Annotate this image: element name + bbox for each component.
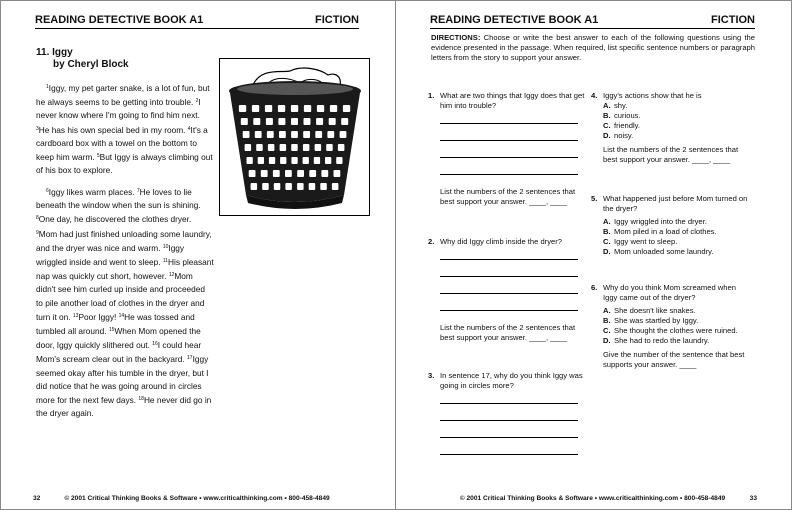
copyright: © 2001 Critical Thinking Books & Software • www.criticalthinking.com • 800-458-4849	[64, 495, 330, 502]
copyright: © 2001 Critical Thinking Books & Software • www.criticalthinking.com • 800-458-4849	[459, 495, 726, 502]
sentence-text: I could hear Mom's scream clear out in the backyard.	[36, 340, 202, 365]
sentence-number: 3	[36, 125, 39, 132]
sentence-text: Poor Iggy!	[78, 311, 119, 322]
answer-line[interactable]	[440, 293, 578, 294]
option-d[interactable]: D. noisy.	[603, 131, 634, 140]
answer-line[interactable]	[440, 140, 578, 141]
answer-line[interactable]	[440, 310, 578, 311]
question-4	[591, 91, 751, 165]
option-c[interactable]: C. Iggy went to sleep.	[603, 237, 678, 246]
sentence-number: 13	[72, 312, 79, 319]
sentence-number: 18	[138, 396, 144, 403]
sentence-number: 12	[168, 272, 175, 279]
support-prompt: List the numbers of the 2 sentences that best support your answer. ____, ____	[603, 145, 739, 164]
question-text: Why do you think Mom screamed when Iggy came out of the dryer?	[603, 283, 736, 302]
paragraph-text	[36, 81, 214, 177]
story-title	[36, 47, 129, 71]
sentence-text: I never know where I'm going to find him next.	[36, 97, 201, 121]
answer-line[interactable]	[440, 259, 578, 260]
answer-line[interactable]	[440, 276, 578, 277]
story-number-title: 11. Iggy	[36, 47, 73, 58]
story-paragraph-1	[36, 81, 214, 183]
directions-text: Choose or write the best answer to each of the following questions using the evidence presented in the passage. When required, list specific sentence numbers or paragraph letters from the story to support your answer.	[431, 33, 755, 62]
sentence-number: 7	[136, 188, 140, 194]
book-title: READING DETECTIVE BOOK A1	[430, 14, 599, 26]
question-number: 3.	[428, 371, 435, 380]
option-c[interactable]: C. friendly.	[603, 121, 641, 130]
sentence-text: One day, he discovered the clothes dryer.	[38, 214, 192, 225]
laundry-basket-illustration	[219, 58, 370, 216]
sentence-text: He loves to lie beneath the window when the sun is shining.	[36, 187, 201, 211]
right-page	[396, 0, 792, 510]
sentence-number: 15	[108, 327, 115, 334]
sentence-number: 5	[96, 153, 100, 160]
question-number: 4.	[591, 91, 598, 100]
question-3	[428, 371, 588, 455]
question-text: Iggy's actions show that he is	[603, 91, 702, 100]
question-text: What happened just before Mom turned on the dryer?	[603, 194, 748, 213]
paragraph-text	[36, 185, 214, 420]
option-c[interactable]: C. She thought the clothes were ruined.	[603, 326, 738, 335]
sentence-number: 11	[162, 258, 169, 265]
sentence-text: Mom didn't see him curled up inside and proceeded to pile another load of clothes in the dryer and turn it on.	[36, 271, 206, 322]
option-d[interactable]: D. She had to redo the laundry.	[603, 336, 710, 345]
laundry-basket-icon	[220, 59, 369, 215]
sentence-text: Iggy wriggled inside and went to sleep.	[36, 242, 185, 268]
sentence-text: It's a cardboard box with a towel on the bottom to keep him warm.	[36, 124, 208, 163]
question-text: Why did Iggy climb inside the dryer?	[440, 237, 562, 246]
page-number: 32	[33, 495, 41, 502]
sentence-number: 16	[152, 341, 158, 348]
question-text: What are two things that Iggy does that get him into trouble?	[440, 91, 585, 110]
story-byline: by Cheryl Block	[53, 59, 129, 70]
question-number: 2.	[428, 237, 435, 246]
story-paragraph-2	[36, 185, 214, 426]
support-prompt: List the numbers of the 2 sentences that best support your answer. ____, ____	[440, 323, 576, 342]
option-b[interactable]: B. Mom piled in a load of clothes.	[603, 227, 717, 236]
support-prompt: List the numbers of the 2 sentences that best support your answer. ____, ____	[440, 187, 576, 206]
question-6	[591, 283, 751, 370]
answer-line[interactable]	[440, 454, 578, 455]
sentence-text: His pleasant nap was quickly cut short, however.	[36, 257, 214, 282]
sentence-number: 1	[46, 84, 49, 90]
directions	[431, 33, 755, 63]
sentence-text: But Iggy is always climbing out of his box to explore.	[36, 152, 213, 176]
question-5	[591, 194, 751, 257]
sentence-text: Iggy seemed okay after his tumble in the dryer, but I did notice that he was going around in circles more for the next few days.	[36, 354, 209, 406]
left-page	[0, 0, 396, 510]
sentence-number: 10	[162, 243, 169, 250]
page-number: 33	[749, 495, 757, 502]
answer-line[interactable]	[440, 157, 578, 158]
sentence-text: Iggy likes warm places.	[48, 187, 137, 197]
question-1	[428, 91, 588, 207]
answer-line[interactable]	[440, 403, 578, 404]
question-text: In sentence 17, why do you think Iggy was going in circles more?	[440, 371, 583, 390]
option-a[interactable]: A. Iggy wriggled into the dryer.	[603, 217, 707, 226]
sentence-number: 17	[187, 355, 193, 362]
option-a[interactable]: A. shy.	[603, 101, 628, 110]
sentence-text: Mom had just finished unloading some laundry, and the dryer was nice and warm.	[36, 228, 212, 253]
section-label: FICTION	[315, 14, 359, 26]
sentence-number: 8	[36, 215, 39, 222]
option-b[interactable]: B. She was startled by Iggy.	[603, 316, 699, 325]
page-header	[430, 14, 755, 29]
answer-line[interactable]	[440, 123, 578, 124]
sentence-number: 2	[195, 98, 199, 105]
option-b[interactable]: B. curious.	[603, 111, 641, 120]
question-number: 6.	[591, 283, 598, 292]
support-prompt: Give the number of the sentence that best supports your answer. ____	[603, 350, 745, 369]
book-title: READING DETECTIVE BOOK A1	[35, 14, 204, 26]
sentence-number: 9	[36, 229, 39, 236]
sentence-text: When Mom opened the door, Iggy quickly slithered out.	[36, 326, 201, 351]
sentence-text: He has his own special bed in my room.	[38, 124, 188, 135]
section-label: FICTION	[711, 14, 755, 26]
sentence-text: He was tossed and tumbled all around.	[36, 311, 195, 337]
answer-line[interactable]	[440, 437, 578, 438]
answer-line[interactable]	[440, 420, 578, 421]
directions-label: DIRECTIONS:	[431, 33, 481, 42]
question-2	[428, 237, 588, 343]
option-a[interactable]: A. She doesn't like snakes.	[603, 306, 696, 315]
page-header	[35, 14, 359, 29]
sentence-text: Iggy, my pet garter snake, is a lot of fun, but he always seems to be getting into trouble.	[36, 83, 210, 108]
sentence-number: 14	[118, 312, 125, 319]
option-d[interactable]: D. Mom unloaded some laundry.	[603, 247, 714, 256]
sentence-number: 4	[187, 125, 191, 132]
sentence-text: He never did go in the dryer again.	[36, 395, 212, 419]
answer-line[interactable]	[440, 174, 578, 175]
question-number: 5.	[591, 194, 598, 203]
sentence-number: 6	[46, 188, 49, 194]
question-number: 1.	[428, 91, 435, 100]
